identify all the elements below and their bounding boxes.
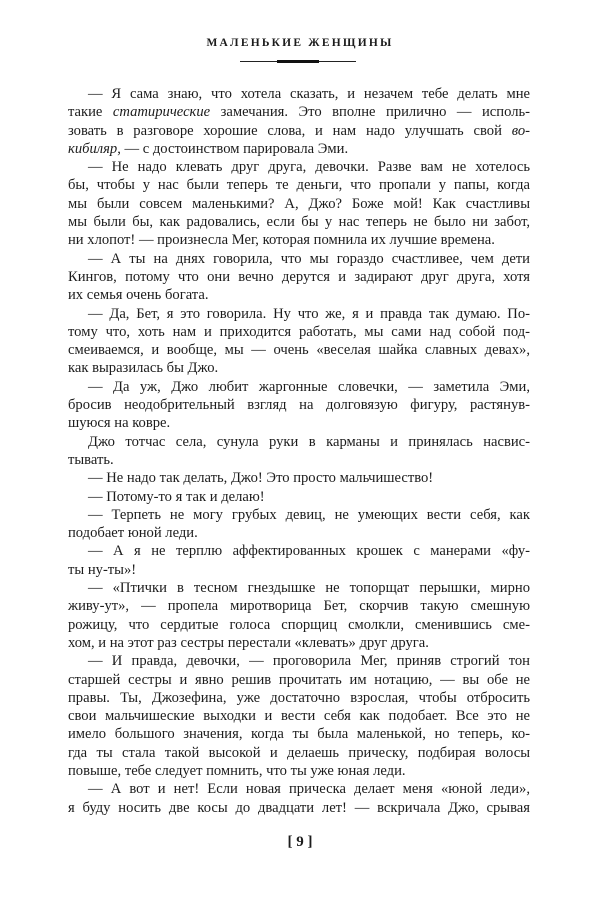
text-line — [68, 323, 530, 341]
paragraph — [68, 579, 530, 652]
text-line — [68, 488, 530, 506]
text-line — [68, 707, 530, 725]
paragraph — [68, 506, 530, 543]
paragraph — [68, 488, 530, 506]
text-segment: гда ты стала такой высокой и делаешь прическу, подбирая волосы — [68, 744, 530, 761]
text-line — [68, 140, 530, 158]
text-segment: Кингов, потому что они вечно дерутся и задирают друг друга, хотя — [68, 268, 530, 285]
text-line — [68, 542, 530, 560]
paragraph — [68, 542, 530, 579]
text-segment: рожицу, что сердитые голоса спорщиц смолкли, сменившись сме- — [68, 616, 530, 633]
text-segment: — Не надо так делать, Джо! Это просто мальчишество! — [88, 470, 434, 487]
header-divider-accent — [277, 60, 319, 63]
text-segment: смеиваемся, и вообще, мы — очень «веселая шайка славных девах», — [68, 342, 530, 359]
text-line — [68, 671, 530, 689]
text-line — [68, 122, 530, 140]
text-segment: тывать. — [68, 451, 114, 468]
text-segment: шуюся на ковре. — [68, 415, 171, 432]
text-segment: бросив неодобрительный взгляд на долговязую фигуру, растянув- — [68, 397, 530, 414]
text-segment: имело большого значения, когда ты была маленькой, но теперь, ко- — [68, 726, 530, 743]
text-segment: Джо тотчас села, сунула руки в карманы и принялась насвис- — [88, 433, 530, 450]
text-segment: — И правда, девочки, — проговорила Мег, приняв строгий тон — [88, 653, 530, 670]
text-segment: ты ну-ты»! — [68, 561, 137, 578]
text-line — [68, 85, 530, 103]
text-segment: как выразилась бы Джо. — [68, 360, 219, 377]
text-segment: мы были совсем маленькими? А, Джо? Боже мой! Как счастливы — [68, 195, 530, 212]
text-segment: ни хлопот! — произнесла Мег, которая помнила их лучшие времена. — [68, 232, 495, 249]
text-line — [68, 433, 530, 451]
italic-text: кибиляр — [68, 140, 118, 157]
text-segment: — А ты на днях говорила, что мы гораздо счастливее, чем дети — [88, 250, 530, 267]
text-segment: живу-ут», — пропела миротворица Бет, скорчив такую смешную — [68, 598, 530, 615]
text-line — [68, 451, 530, 469]
text-line — [68, 158, 530, 176]
paragraph — [68, 780, 530, 817]
text-segment: бы, чтобы у нас были теперь те деньги, что пропали у папы, когда — [68, 177, 530, 194]
paragraph — [68, 250, 530, 305]
text-line — [68, 689, 530, 707]
text-line — [68, 725, 530, 743]
running-header: МАЛЕНЬКИЕ ЖЕНЩИНЫ — [206, 37, 394, 49]
text-line — [68, 213, 530, 231]
text-line — [68, 103, 530, 121]
text-segment: зовать в разговоре хорошие слова, и нам надо улучшать свой — [68, 122, 512, 139]
text-line — [68, 231, 530, 249]
page-number: [ 9 ] — [287, 834, 313, 850]
text-line — [68, 176, 530, 194]
text-segment: — Не надо клевать друг друга, девочки. Разве вам не хотелось — [88, 159, 530, 176]
paragraph — [68, 85, 530, 158]
text-line — [68, 561, 530, 579]
text-line — [68, 195, 530, 213]
text-segment: — А я не терплю аффектированных крошек с манерами «фу- — [88, 543, 530, 560]
paragraph — [68, 652, 530, 780]
italic-text: во- — [511, 122, 530, 139]
text-segment: их семья очень богата. — [68, 287, 209, 304]
text-segment: хом, и на этот раз сестры перестали «клевать» друг друга. — [68, 634, 429, 651]
text-line — [68, 579, 530, 597]
text-line — [68, 305, 530, 323]
text-line — [68, 652, 530, 670]
text-segment: — Я сама знаю, что хотела сказать, и незачем тебе делать мне — [88, 86, 530, 102]
text-segment: я буду носить две косы до двадцати лет! — вскричала Джо, срывая — [68, 799, 530, 816]
paragraph — [68, 305, 530, 378]
text-segment: — «Птички в тесном гнездышке не топорщат перышки, мирно — [88, 580, 530, 597]
italic-text: статирические — [112, 104, 211, 121]
text-line — [68, 268, 530, 286]
text-line — [68, 616, 530, 634]
text-segment: правы. Ты, Джозефина, уже достаточно взрослая, чтобы отбросить — [68, 689, 530, 706]
text-segment: — Потому-то я так и делаю! — [88, 488, 265, 505]
text-segment: — А вот и нет! Если новая прическа делает меня «юной леди», — [88, 781, 530, 798]
text-line — [68, 634, 530, 652]
text-line — [68, 414, 530, 432]
text-line — [68, 780, 530, 798]
text-line — [68, 597, 530, 615]
paragraph — [68, 469, 530, 487]
paragraph — [68, 158, 530, 249]
text-line — [68, 359, 530, 377]
text-line — [68, 469, 530, 487]
text-line — [68, 286, 530, 304]
text-line — [68, 506, 530, 524]
text-segment: такие — [68, 104, 113, 121]
text-segment: , — с достоинством парировала Эми. — [117, 140, 349, 157]
text-segment: — Да, Бет, я это говорила. Ну что же, я и правда так думаю. По- — [88, 305, 530, 322]
text-segment: старшей сестры и явно решив прочитать им нотацию, — вы обе не — [68, 671, 530, 688]
text-segment: свои мальчишеские выходки и вести себя как подобает. Все это не — [68, 708, 530, 725]
paragraph — [68, 378, 530, 433]
text-segment: повыше, тебе следует помнить, что ты уже юная леди. — [68, 762, 406, 779]
body-text — [68, 85, 530, 817]
text-segment: — Да уж, Джо любит жаргонные словечки, — заметила Эми, — [88, 378, 530, 395]
text-line — [68, 524, 530, 542]
text-line — [68, 799, 530, 817]
text-line — [68, 396, 530, 414]
text-line — [68, 378, 530, 396]
text-line — [68, 762, 530, 780]
paragraph — [68, 433, 530, 470]
text-line — [68, 250, 530, 268]
text-segment: тому что, хоть нам и приходится работать, мы сами над собой под- — [68, 323, 530, 340]
text-segment: мы были бы, как радовались, если бы у нас теперь не было ни забот, — [68, 214, 530, 231]
text-line — [68, 744, 530, 762]
text-segment: — Терпеть не могу грубых девиц, не умеющих вести себя, как — [88, 506, 530, 523]
text-line — [68, 341, 530, 359]
text-segment: подобает юной леди. — [68, 525, 198, 542]
text-segment: замечания. Это вполне прилично — исполь- — [210, 104, 530, 121]
